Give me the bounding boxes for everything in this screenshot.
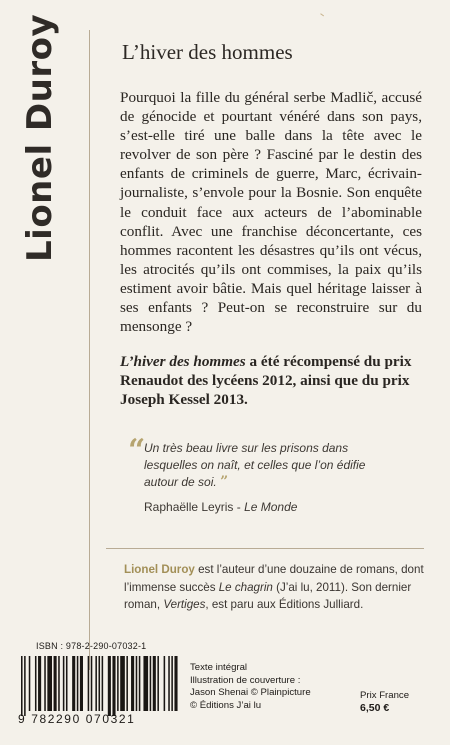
bio-book-1: Le chagrin: [218, 580, 273, 594]
spine-author-text: Lionel Duroy: [20, 13, 60, 262]
prize-text: [120, 352, 422, 409]
bio-part-2: (J’ai lu, 2011). Son dernier roman,: [124, 580, 412, 611]
author-bio: [124, 561, 434, 614]
quote-author: Raphaëlle Leyris: [144, 500, 234, 514]
barcode-bar: [150, 656, 152, 711]
barcode-bar: [91, 656, 93, 711]
blurb-text: Pourquoi la fille du général serbe Madlič, accusé de génocide et pourtant vénéré dans son pays, s’est-elle tiré une balle dans la tête avec le revolver de son père ? Fasciné par le destin des enfants de criminels de guerre, Marc, écrivain-journaliste, s’envole pour la Bosnie. Son enquête le conduit face aux acteurs de l’abominable conflit. Avec une franchise déconcertante, ces hommes racontent les désastres qu’ils ont vécus, les atrocités qu’ils ont commises, la paix qu’ils estiment avoir bâtie. Mais quel héritage laisser à ses enfants ? Peut-on se reconstruire sur du mensonge ?: [120, 89, 422, 336]
barcode-bar: [38, 656, 41, 711]
prize-book-title: L’hiver des hommes: [120, 353, 246, 370]
barcode-bar: [35, 656, 37, 711]
barcode-bar: [54, 656, 57, 711]
quote-separator: -: [233, 500, 245, 514]
quote-attribution: [144, 500, 414, 514]
barcode-bar: [117, 656, 119, 711]
barcode-bar: [168, 656, 170, 711]
barcode: [20, 656, 178, 716]
barcode-bar: [157, 656, 159, 711]
barcode-bar: [47, 656, 52, 711]
barcode-number: 9 782290 070321: [18, 712, 136, 726]
barcode-bar: [131, 656, 134, 711]
price: [360, 689, 409, 715]
barcode-bar: [24, 656, 26, 716]
barcode-bar: [95, 656, 97, 711]
bio-part-3: , est paru aux Éditions Julliard.: [205, 598, 364, 611]
barcode-bar: [143, 656, 148, 711]
vertical-rule: [89, 30, 90, 670]
credits-line-2: Illustration de couverture :: [190, 674, 301, 686]
barcode-bar: [102, 656, 104, 711]
barcode-bar: [99, 656, 101, 711]
barcode-bar: [139, 656, 141, 711]
corner-mark: [318, 13, 324, 19]
barcode-bar: [88, 656, 90, 711]
credits-line-3: Jason Shenai © Plainpicture: [190, 687, 311, 699]
price-amount: 6,50 €: [360, 702, 390, 714]
barcode-bar: [80, 656, 83, 711]
bio-part-1: est l’auteur d’une douzaine de romans, dont l’immense succès: [124, 563, 424, 594]
prize-body: a été récompensé du prix Renaudot des lycéens 2012, ainsi que du prix Joseph Kessel 2013.: [120, 353, 412, 409]
barcode-bar: [171, 656, 173, 711]
barcode-bar: [66, 656, 68, 711]
barcode-bar: [72, 656, 75, 711]
barcode-bar: [120, 656, 125, 711]
bio-book-2: Vertiges: [163, 598, 206, 611]
close-quote-icon: ”: [220, 474, 229, 490]
barcode-bar: [44, 656, 46, 711]
credits-line-1: Texte intégral: [190, 662, 248, 673]
price-label: Prix France: [360, 690, 410, 701]
open-quote-icon: “: [128, 433, 146, 468]
barcode-bar: [164, 656, 166, 711]
barcode-bar: [58, 656, 60, 711]
barcode-bar: [77, 656, 79, 711]
credits: [190, 662, 311, 712]
press-quote: [124, 433, 414, 514]
quote-source: Le Monde: [244, 500, 298, 514]
barcode-bar: [63, 656, 65, 711]
horizontal-rule: [106, 548, 424, 549]
barcode-bar: [136, 656, 138, 711]
quote-body: Un très beau livre sur les prisons dans lesquelles on naît, et celles que l’on édifie autour de soi.: [144, 441, 366, 489]
spine-author: [20, 13, 70, 270]
book-title: L’hiver des hommes: [122, 40, 293, 64]
barcode-bar: [21, 656, 23, 716]
barcode-bar: [126, 656, 128, 711]
quote-text: [144, 440, 384, 491]
barcode-bar: [108, 656, 111, 716]
barcode-bar: [112, 656, 115, 716]
barcode-bar: [29, 656, 31, 711]
barcode-bar: [153, 656, 156, 711]
isbn: ISBN : 978-2-290-07032-1: [36, 641, 147, 651]
barcode-bar: [174, 656, 177, 711]
credits-line-4: © Éditions J’ai lu: [190, 699, 262, 711]
bio-author-name: Lionel Duroy: [124, 563, 195, 576]
